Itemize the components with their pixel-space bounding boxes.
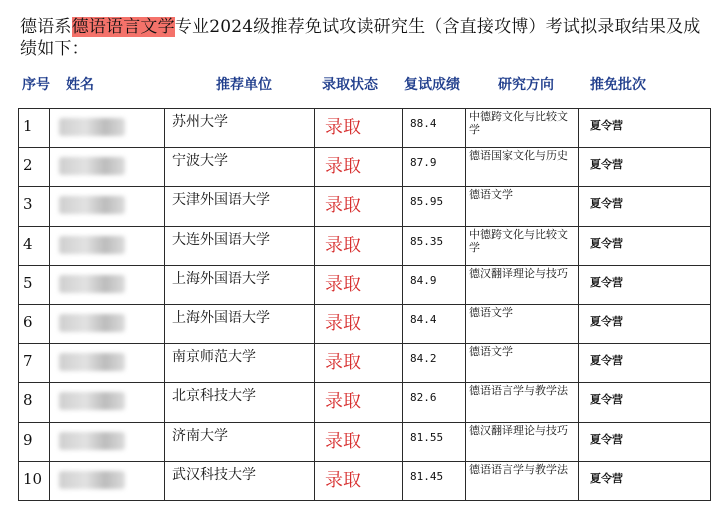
cell-unit: 武汉科技大学 <box>172 467 256 483</box>
cell-unit: 宁波大学 <box>172 153 228 169</box>
redacted-name <box>59 275 125 293</box>
title-highlight: 德语语言文学 <box>71 17 175 37</box>
cell-no: 5 <box>23 274 33 292</box>
cell-direction: 德语国家文化与历史 <box>469 149 568 162</box>
redacted-name <box>59 196 125 214</box>
redacted-name <box>59 392 125 410</box>
cell-batch: 夏令营 <box>590 315 623 328</box>
cell-direction: 德语语言学与教学法 <box>469 463 568 476</box>
cell-batch: 夏令营 <box>590 237 623 250</box>
redacted-name <box>59 432 125 450</box>
cell-unit: 苏州大学 <box>172 114 228 130</box>
cell-status: 录取 <box>325 274 361 295</box>
cell-score: 84.4 <box>410 313 437 326</box>
cell-batch: 夏令营 <box>590 472 623 485</box>
cell-score: 81.45 <box>410 470 444 483</box>
cell-batch: 夏令营 <box>590 393 623 406</box>
cell-status: 录取 <box>325 431 361 452</box>
cell-score: 85.35 <box>410 235 444 248</box>
cell-unit: 北京科技大学 <box>172 388 256 404</box>
cell-score: 88.4 <box>410 117 437 130</box>
cell-direction: 中德跨文化与比较文学 <box>469 110 568 136</box>
cell-unit: 上海外国语大学 <box>172 271 270 287</box>
header-score: 复试成绩 <box>404 77 460 93</box>
title-suffix: 专业2024级推荐免试攻读研究生（含直接攻博）考试拟录取结果及成绩如下： <box>20 17 701 59</box>
cell-no: 1 <box>23 117 33 135</box>
cell-batch: 夏令营 <box>590 197 623 210</box>
cell-unit: 大连外国语大学 <box>172 232 270 248</box>
header-name: 姓名 <box>66 77 94 93</box>
table-hline <box>18 186 711 187</box>
cell-no: 8 <box>23 391 33 409</box>
cell-no: 2 <box>23 156 33 174</box>
cell-no: 9 <box>23 431 33 449</box>
cell-score: 87.9 <box>410 156 437 169</box>
cell-unit: 济南大学 <box>172 428 228 444</box>
table-hline <box>18 265 711 266</box>
header-direction: 研究方向 <box>498 77 554 93</box>
table-hline <box>18 226 711 227</box>
cell-score: 81.55 <box>410 431 444 444</box>
table-hline <box>18 304 711 305</box>
cell-score: 84.9 <box>410 274 437 287</box>
table-hline <box>18 382 711 383</box>
table-hline <box>18 147 711 148</box>
title-prefix: 德语系 <box>20 17 72 37</box>
cell-no: 6 <box>23 313 33 331</box>
cell-direction: 德语文学 <box>469 345 513 358</box>
cell-direction: 德汉翻译理论与技巧 <box>469 267 568 280</box>
page-title <box>20 16 710 60</box>
cell-no: 3 <box>23 195 33 213</box>
header-unit: 推荐单位 <box>216 77 272 93</box>
cell-batch: 夏令营 <box>590 158 623 171</box>
table-hline <box>18 422 711 423</box>
cell-batch: 夏令营 <box>590 354 623 367</box>
cell-no: 4 <box>23 235 33 253</box>
redacted-name <box>59 314 125 332</box>
cell-status: 录取 <box>325 352 361 373</box>
cell-direction: 德汉翻译理论与技巧 <box>469 424 568 437</box>
table-hline <box>18 108 711 109</box>
cell-status: 录取 <box>325 391 361 412</box>
cell-unit: 天津外国语大学 <box>172 192 270 208</box>
redacted-name <box>59 353 125 371</box>
cell-unit: 上海外国语大学 <box>172 310 270 326</box>
redacted-name <box>59 157 125 175</box>
cell-direction: 中德跨文化与比较文学 <box>469 228 568 254</box>
header-no: 序号 <box>22 77 50 93</box>
header-status: 录取状态 <box>322 77 378 93</box>
redacted-name <box>59 471 125 489</box>
cell-status: 录取 <box>325 156 361 177</box>
cell-score: 84.2 <box>410 352 437 365</box>
redacted-name <box>59 236 125 254</box>
cell-status: 录取 <box>325 235 361 256</box>
cell-batch: 夏令营 <box>590 276 623 289</box>
cell-unit: 南京师范大学 <box>172 349 256 365</box>
cell-no: 7 <box>23 352 33 370</box>
cell-batch: 夏令营 <box>590 433 623 446</box>
table-hline <box>18 461 711 462</box>
header-batch: 推免批次 <box>590 77 646 93</box>
cell-batch: 夏令营 <box>590 119 623 132</box>
cell-direction: 德语语言学与教学法 <box>469 384 568 397</box>
cell-direction: 德语文学 <box>469 188 513 201</box>
cell-status: 录取 <box>325 117 361 138</box>
redacted-name <box>59 118 125 136</box>
table-hline <box>18 500 711 501</box>
cell-direction: 德语文学 <box>469 306 513 319</box>
cell-status: 录取 <box>325 470 361 491</box>
cell-score: 82.6 <box>410 391 437 404</box>
cell-status: 录取 <box>325 195 361 216</box>
cell-score: 85.95 <box>410 195 444 208</box>
table-hline <box>18 343 711 344</box>
cell-no: 10 <box>23 470 43 488</box>
cell-status: 录取 <box>325 313 361 334</box>
